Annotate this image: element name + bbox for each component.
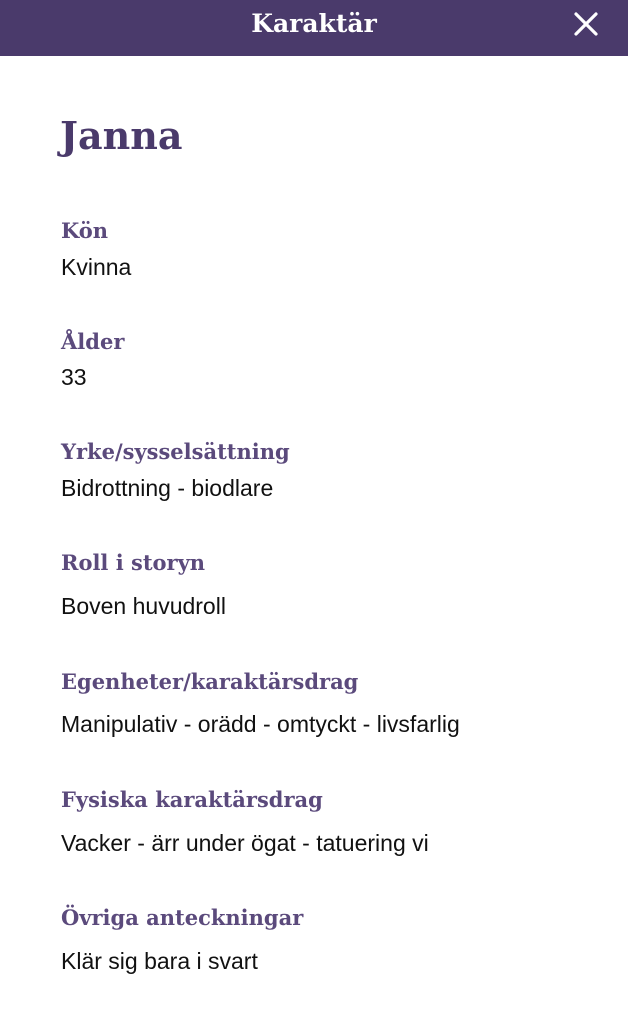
field-label-traits: Egenheter/karaktärsdrag bbox=[61, 669, 359, 694]
top-app-bar bbox=[0, 0, 628, 56]
close-icon bbox=[566, 4, 606, 44]
character-name: Janna bbox=[60, 113, 183, 158]
field-label-physical-traits: Fysiska karaktärsdrag bbox=[61, 787, 323, 812]
field-value-physical-traits: Vacker - ärr under ögat - tatuering vi bbox=[61, 830, 429, 856]
field-label-occupation: Yrke/sysselsättning bbox=[61, 439, 290, 464]
field-label-age: Ålder bbox=[61, 329, 125, 354]
field-value-gender: Kvinna bbox=[61, 254, 132, 280]
close-button[interactable] bbox=[566, 4, 606, 44]
field-value-notes: Klär sig bara i svart bbox=[61, 948, 258, 974]
field-value-story-role: Boven huvudroll bbox=[61, 593, 226, 619]
field-value-traits: Manipulativ - orädd - omtyckt - livsfarlig bbox=[61, 711, 460, 737]
field-label-gender: Kön bbox=[61, 218, 109, 243]
page-title: Karaktär bbox=[251, 9, 377, 38]
field-value-occupation: Bidrottning - biodlare bbox=[61, 475, 274, 501]
field-label-story-role: Roll i storyn bbox=[61, 550, 206, 575]
field-label-notes: Övriga anteckningar bbox=[61, 905, 304, 930]
field-value-age: 33 bbox=[61, 364, 87, 390]
